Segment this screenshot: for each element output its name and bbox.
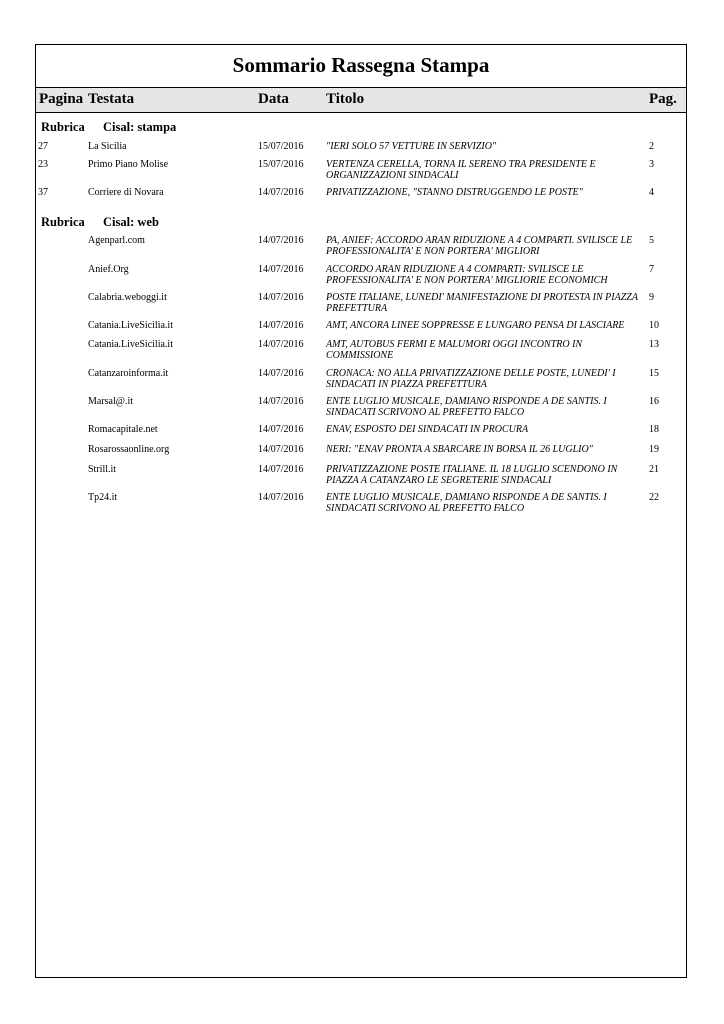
cell-testata: Calabria.weboggi.it [88,292,167,303]
cell-titolo: ACCORDO ARAN RIDUZIONE A 4 COMPARTI: SVILISCE LE PROFESSIONALITA' E NON PORTERA' MIGLIORIE ECONOMICH [326,264,608,286]
cell-titolo: ENAV, ESPOSTO DEI SINDACATI IN PROCURA [326,424,529,435]
cell-data: 14/07/2016 [258,264,304,275]
header-pagina: Pagina [39,91,84,107]
cell-data: 14/07/2016 [258,396,304,407]
cell-data: 15/07/2016 [258,159,304,170]
cell-titolo: PRIVATIZZAZIONE, "STANNO DISTRUGGENDO LE POSTE" [326,187,583,198]
cell-pagina: 37 [38,187,48,198]
cell-titolo: CRONACA: NO ALLA PRIVATIZZAZIONE DELLE POSTE, LUNEDI' I SINDACATI IN PIAZZA PREFETTURA [326,368,616,390]
cell-pag: 22 [649,492,659,503]
cell-data: 15/07/2016 [258,141,304,152]
cell-pag: 18 [649,424,659,435]
header-data: Data [258,91,289,107]
cell-data: 14/07/2016 [258,339,304,350]
cell-testata: Rosarossaonline.org [88,444,170,455]
cell-pagina: 23 [38,159,48,170]
cell-data: 14/07/2016 [258,492,304,503]
cell-titolo: VERTENZA CERELLA, TORNA IL SERENO TRA PRESIDENTE E ORGANIZZAZIONI SINDACALI [326,159,596,181]
cell-pagina: 27 [38,141,48,152]
cell-titolo: NERI: "ENAV PRONTA A SBARCARE IN BORSA IL 26 LUGLIO" [326,444,593,455]
cell-pag: 16 [649,396,659,407]
cell-data: 14/07/2016 [258,444,304,455]
cell-pag: 4 [649,187,654,198]
cell-testata: Corriere di Novara [88,187,164,198]
cell-titolo: AMT, AUTOBUS FERMI E MALUMORI OGGI INCONTRO IN COMMISSIONE [326,339,583,361]
cell-data: 14/07/2016 [258,292,304,303]
cell-pag: 19 [649,444,659,455]
cell-testata: Marsal@.it [88,396,134,407]
cell-pag: 5 [649,235,654,246]
cell-titolo: POSTE ITALIANE, LUNEDI' MANIFESTAZIONE DI PROTESTA IN PIAZZA PREFETTURA [326,292,638,314]
cell-data: 14/07/2016 [258,424,304,435]
cell-pag: 3 [649,159,654,170]
cell-pag: 7 [649,264,654,275]
cell-data: 14/07/2016 [258,320,304,331]
cell-data: 14/07/2016 [258,464,304,475]
cell-titolo: ENTE LUGLIO MUSICALE, DAMIANO RISPONDE A DE SANTIS. I SINDACATI SCRIVONO AL PREFETTO FALCO [326,396,607,418]
cell-testata: Primo Piano Molise [88,159,169,170]
cell-pag: 21 [649,464,659,475]
cell-data: 14/07/2016 [258,235,304,246]
cell-testata: Tp24.it [88,492,118,503]
cell-titolo: ENTE LUGLIO MUSICALE, DAMIANO RISPONDE A DE SANTIS. I SINDACATI SCRIVONO AL PREFETTO FALCO [326,492,607,514]
cell-pag: 10 [649,320,659,331]
cell-pag: 15 [649,368,659,379]
cell-testata: Agenparl.com [88,235,145,246]
page-title: Sommario Rassegna Stampa [232,53,490,77]
section-label: Rubrica [41,215,85,229]
cell-titolo: "IERI SOLO 57 VETTURE IN SERVIZIO" [326,141,497,152]
header-titolo: Titolo [326,91,365,107]
cell-testata: Anief.Org [88,264,129,275]
cell-titolo: PA, ANIEF: ACCORDO ARAN RIDUZIONE A 4 COMPARTI. SVILISCE LE PROFESSIONALITA' E NON PORTERA' MIGLIORI [326,235,633,257]
cell-pag: 9 [649,292,654,303]
cell-testata: Romacapitale.net [88,424,158,435]
section-label: Rubrica [41,120,85,134]
cell-testata: Catania.LiveSicilia.it [88,320,173,331]
header-pag: Pag. [649,91,677,107]
cell-testata: La Sicilia [88,141,127,152]
cell-pag: 13 [649,339,659,350]
cell-data: 14/07/2016 [258,368,304,379]
table-header [36,88,686,113]
cell-pag: 2 [649,141,654,152]
section-name: Cisal: stampa [103,120,177,134]
cell-testata: Catania.LiveSicilia.it [88,339,173,350]
section-name: Cisal: web [103,215,159,229]
cell-titolo: AMT, ANCORA LINEE SOPPRESSE E LUNGARO PENSA DI LASCIARE [326,320,625,331]
cell-titolo: PRIVATIZZAZIONE POSTE ITALIANE. IL 18 LUGLIO SCENDONO IN PIAZZA A CATANZARO LE SEGRETERIE SINDACALI [326,464,618,486]
header-testata: Testata [88,91,135,107]
cell-testata: Strill.it [88,464,117,475]
summary-frame [35,44,687,978]
cell-testata: Catanzaroinforma.it [88,368,169,379]
cell-data: 14/07/2016 [258,187,304,198]
